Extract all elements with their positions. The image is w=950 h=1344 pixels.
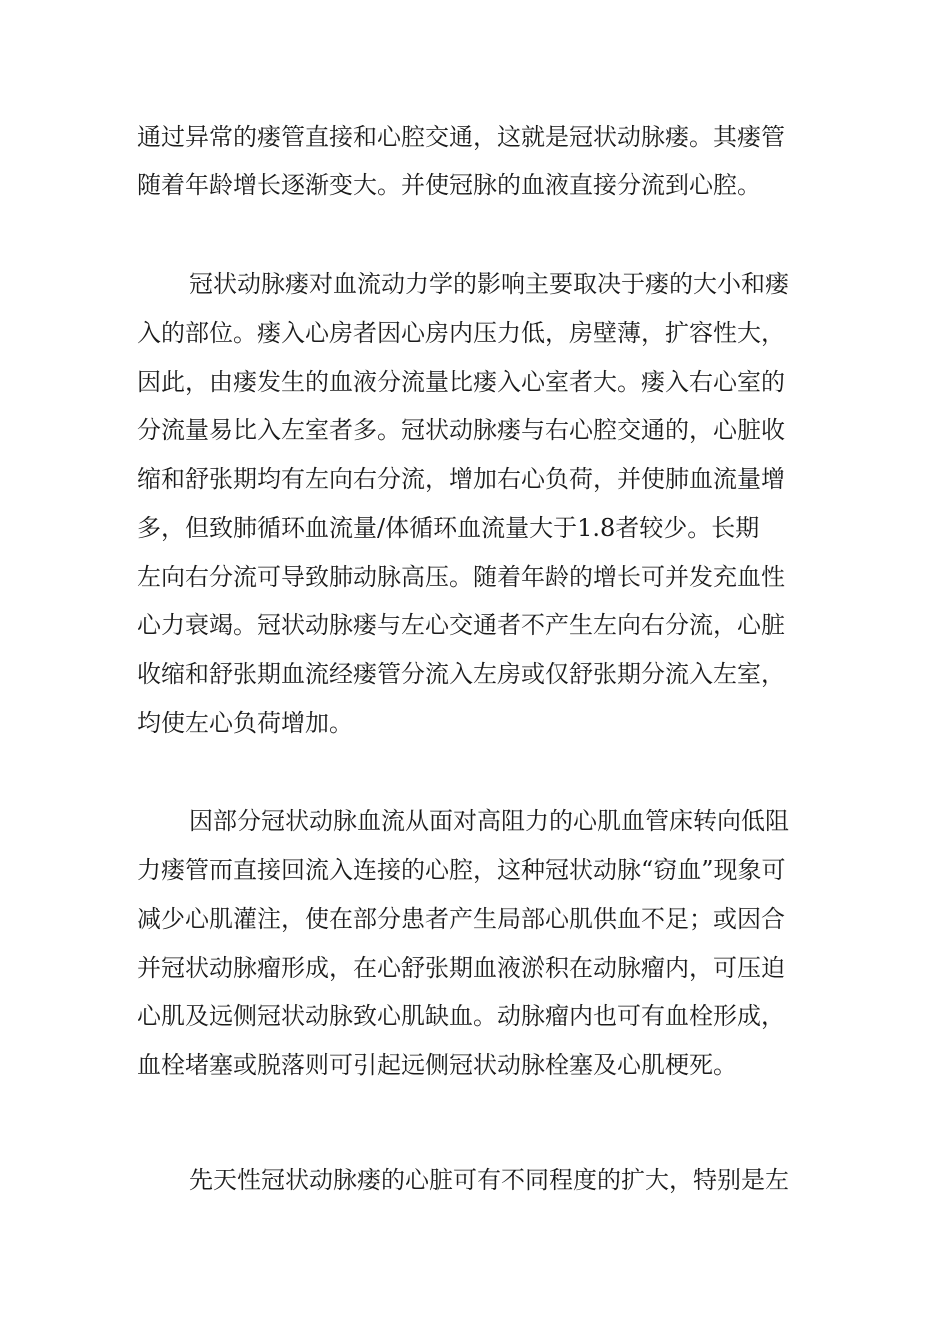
- text-line: 收缩和舒张期血流经瘘管分流入左房或仅舒张期分流入左室，: [137, 660, 785, 688]
- text-line: 缩和舒张期均有左向右分流，增加右心负荷，并使肺血流量增: [137, 465, 785, 493]
- text-line: 随着年龄增长逐渐变大。并使冠脉的血液直接分流到心腔。: [137, 171, 761, 199]
- text-line: 入的部位。瘘入心房者因心房内压力低，房壁薄，扩容性大，: [137, 319, 785, 347]
- text-line: 心力衰竭。冠状动脉瘘与左心交通者不产生左向右分流，心脏: [137, 611, 785, 639]
- text-line: 因部分冠状动脉血流从面对高阻力的心肌血管床转向低阻: [189, 807, 789, 835]
- text-line: 并冠状动脉瘤形成，在心舒张期血液淤积在动脉瘤内，可压迫: [137, 954, 785, 982]
- text-line: 因此，由瘘发生的血液分流量比瘘入心室者大。瘘入右心室的: [137, 368, 785, 396]
- text-line: 左向右分流可导致肺动脉高压。随着年龄的增长可并发充血性: [137, 563, 785, 591]
- text-line: 多，但致肺循环血流量/体循环血流量大于1.8者较少。长期: [137, 514, 760, 542]
- text-line: 分流量易比入左室者多。冠状动脉瘘与右心腔交通的，心脏收: [137, 416, 785, 444]
- text-line: 先天性冠状动脉瘘的心脏可有不同程度的扩大，特别是左: [189, 1166, 789, 1194]
- text-line: 减少心肌灌注，使在部分患者产生局部心肌供血不足；或因合: [137, 905, 785, 933]
- text-line: 心肌及远侧冠状动脉致心肌缺血。动脉瘤内也可有血栓形成，: [137, 1002, 785, 1030]
- text-line: 血栓堵塞或脱落则可引起远侧冠状动脉栓塞及心肌梗死。: [137, 1051, 737, 1079]
- text-line: 力瘘管而直接回流入连接的心腔，这种冠状动脉“窃血”现象可: [137, 856, 786, 884]
- text-line: 冠状动脉瘘对血流动力学的影响主要取决于瘘的大小和瘘: [189, 270, 789, 298]
- text-line: 通过异常的瘘管直接和心腔交通，这就是冠状动脉瘘。其瘘管: [137, 123, 785, 151]
- text-line: 均使左心负荷增加。: [137, 709, 353, 737]
